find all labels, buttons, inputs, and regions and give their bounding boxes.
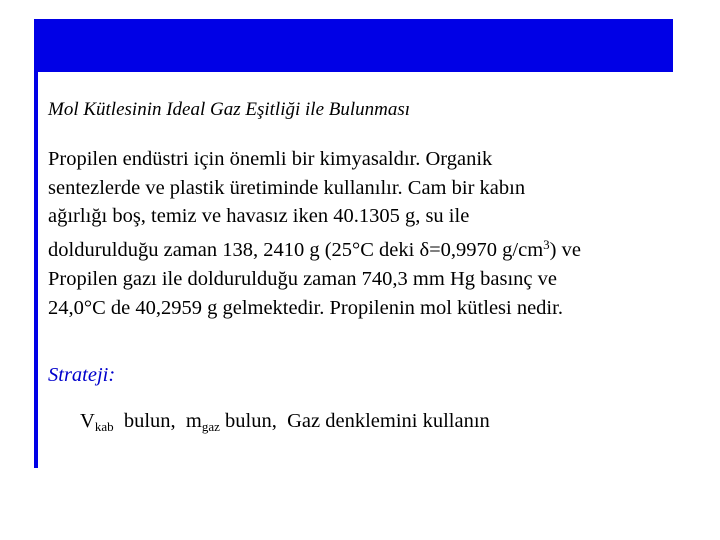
paragraph-line-1: Propilen endüstri için önemli bir kimyasaldır. Organik xyxy=(48,148,493,170)
strategy-m-subscript: gaz xyxy=(201,419,220,434)
left-accent-bar xyxy=(34,19,38,468)
strategy-bulun-text: bulun, m xyxy=(113,410,202,432)
strategy-v-subscript: kab xyxy=(94,419,114,434)
strategy-rest-text: bulun, Gaz denklemini kullanın xyxy=(219,410,490,432)
paragraph-line-4-end: ) ve xyxy=(549,239,581,262)
header-bar xyxy=(34,19,673,72)
paragraph-line-5: Propilen gazı ile doldurulduğu zaman 740,3 mm Hg basınç ve xyxy=(48,267,557,290)
paragraph-line-3: ağırlığı boş, temiz ve havasız iken 40.1305 g, su ile xyxy=(48,205,470,228)
problem-paragraph xyxy=(48,145,688,322)
paragraph-line-6: 24,0°C de 40,2959 g gelmektedir. Propilenin mol kütlesi nedir. xyxy=(48,296,563,319)
paragraph-line-4-text: doldurulduğu zaman 138, 2410 g (25°C deki δ=0,9970 g/cm xyxy=(48,239,544,262)
strategy-v-symbol: V xyxy=(80,410,95,432)
cubic-superscript: 3 xyxy=(543,237,550,253)
strategy-steps xyxy=(80,410,490,435)
slide-title: Mol Kütlesinin Ideal Gaz Eşitliği ile Bulunması xyxy=(48,99,411,120)
paragraph-line-4 xyxy=(48,231,688,265)
paragraph-line-2: sentezlerde ve plastik üretiminde kullanılır. Cam bir kabın xyxy=(48,176,526,199)
strategy-heading: Strateji: xyxy=(48,364,116,386)
